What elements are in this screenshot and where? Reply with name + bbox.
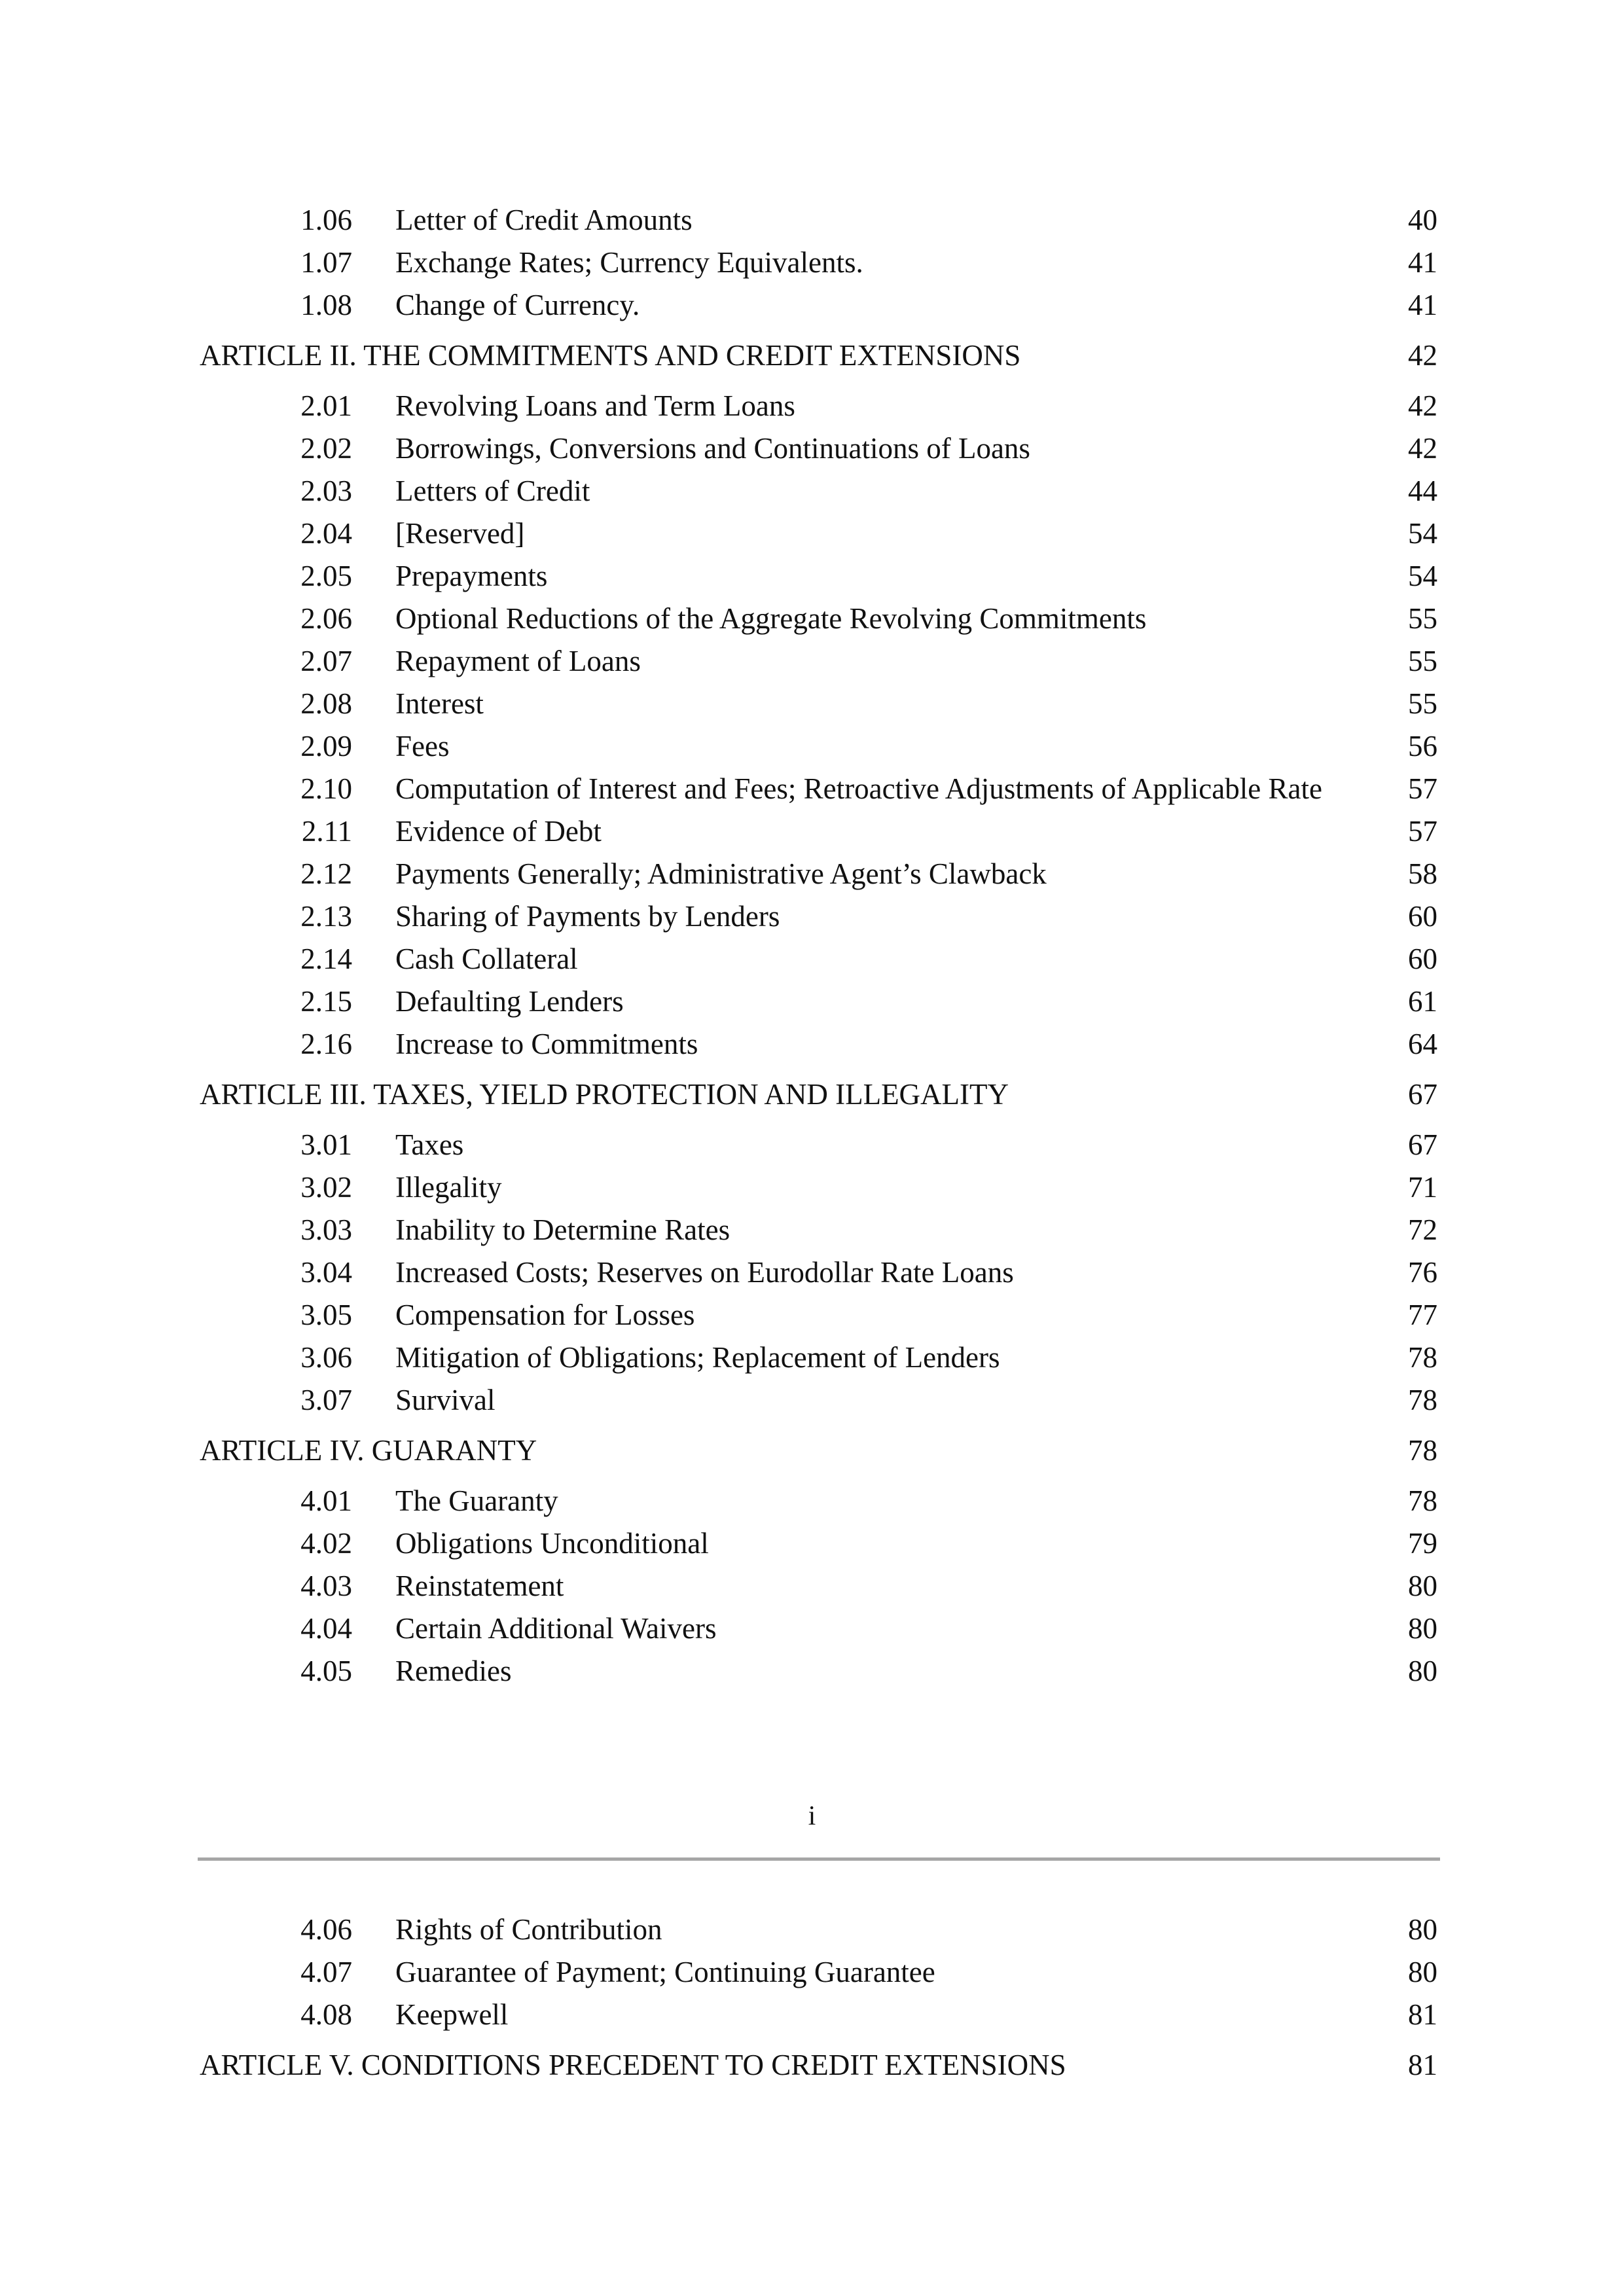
section-number: 4.04 (300, 1612, 352, 1645)
page-reference: 72 (1408, 1213, 1437, 1246)
page-reference: 80 (1408, 1570, 1437, 1602)
section-number: 4.03 (300, 1570, 352, 1602)
page-reference: 55 (1408, 602, 1437, 635)
page-reference: 61 (1408, 985, 1437, 1018)
section-number: 1.07 (300, 246, 352, 279)
section-number: 2.05 (300, 560, 352, 592)
toc-section-row (0, 897, 1624, 936)
toc-section-row (0, 641, 1624, 681)
page-reference: 42 (1408, 389, 1437, 422)
article-title: ARTICLE III. TAXES, YIELD PROTECTION AND ILLEGALITY (200, 1078, 1009, 1111)
page-reference: 55 (1408, 645, 1437, 677)
section-number: 4.07 (300, 1956, 352, 1988)
section-number: 2.16 (300, 1028, 352, 1060)
section-title: Keepwell (395, 1998, 509, 2031)
section-number: 2.01 (300, 389, 352, 422)
section-number: 4.01 (300, 1484, 352, 1517)
section-title: Defaulting Lenders (395, 985, 624, 1018)
page-reference: 67 (1408, 1128, 1437, 1161)
toc-section-row (0, 1338, 1624, 1377)
page-reference: 81 (1408, 1998, 1437, 2031)
section-number: 1.06 (300, 204, 352, 236)
toc-section-row (0, 1380, 1624, 1420)
article-title: ARTICLE II. THE COMMITMENTS AND CREDIT EXTENSIONS (200, 339, 1021, 372)
section-title: Revolving Loans and Term Loans (395, 389, 795, 422)
section-number: 2.14 (300, 942, 352, 975)
section-title: Mitigation of Obligations; Replacement of Lenders (395, 1341, 1000, 1374)
section-title: Guarantee of Payment; Continuing Guarantee (395, 1956, 935, 1988)
toc-section-row (0, 982, 1624, 1021)
page-divider (198, 1857, 1440, 1861)
page-reference: 80 (1408, 1655, 1437, 1687)
section-number: 2.09 (300, 730, 352, 762)
toc-section-row (0, 769, 1624, 808)
toc-section-row (0, 684, 1624, 723)
toc-section-row (0, 1524, 1624, 1563)
page-reference: 79 (1408, 1527, 1437, 1560)
section-number: 1.08 (300, 289, 352, 321)
page-reference: 67 (1408, 1078, 1437, 1111)
section-title: Repayment of Loans (395, 645, 641, 677)
section-number: 4.06 (300, 1913, 352, 1946)
page-reference: 42 (1408, 339, 1437, 372)
section-title: Remedies (395, 1655, 512, 1687)
section-number: 2.12 (300, 857, 352, 890)
section-title: Letters of Credit (395, 475, 590, 507)
page-reference: 40 (1408, 204, 1437, 236)
toc-section-row (0, 386, 1624, 425)
toc-article-row (0, 1431, 1624, 1470)
page-reference: 58 (1408, 857, 1437, 890)
section-number: 3.07 (300, 1384, 352, 1416)
section-number: 3.02 (300, 1171, 352, 1204)
toc-section-row (0, 599, 1624, 638)
page-reference: 41 (1408, 246, 1437, 279)
toc-section-row (0, 1253, 1624, 1292)
section-title: Taxes (395, 1128, 464, 1161)
toc-article-row (0, 2045, 1624, 2085)
toc-section-row (0, 1024, 1624, 1064)
section-number: 2.02 (300, 432, 352, 465)
page-reference: 78 (1408, 1341, 1437, 1374)
page-reference: 78 (1408, 1434, 1437, 1467)
toc-section-row (0, 514, 1624, 553)
section-number: 3.05 (300, 1299, 352, 1331)
page-reference: 60 (1408, 900, 1437, 933)
page-reference: 54 (1408, 517, 1437, 550)
toc-section-row (0, 1210, 1624, 1249)
page-reference: 42 (1408, 432, 1437, 465)
page-reference: 80 (1408, 1956, 1437, 1988)
page-reference: 78 (1408, 1484, 1437, 1517)
page-reference: 81 (1408, 2049, 1437, 2081)
section-title: The Guaranty (395, 1484, 558, 1517)
section-title: Exchange Rates; Currency Equivalents. (395, 246, 863, 279)
page-reference: 41 (1408, 289, 1437, 321)
section-title: Evidence of Debt (395, 815, 602, 848)
toc-section-row (0, 1651, 1624, 1691)
toc-section-row (0, 1609, 1624, 1648)
section-title: Certain Additional Waivers (395, 1612, 717, 1645)
page-reference: 78 (1408, 1384, 1437, 1416)
article-title: ARTICLE IV. GUARANTY (200, 1434, 537, 1467)
section-title: Increased Costs; Reserves on Eurodollar Rate Loans (395, 1256, 1014, 1289)
section-title: Inability to Determine Rates (395, 1213, 731, 1246)
section-number: 3.01 (300, 1128, 352, 1161)
section-number: 2.07 (300, 645, 352, 677)
section-title: Borrowings, Conversions and Continuations of Loans (395, 432, 1030, 465)
toc-section-row (0, 1481, 1624, 1520)
toc-section-row (0, 812, 1624, 851)
toc-section-row (0, 1910, 1624, 1949)
section-title: Letter of Credit Amounts (395, 204, 693, 236)
toc-section-row (0, 1295, 1624, 1335)
section-title: Fees (395, 730, 450, 762)
toc-section-row (0, 939, 1624, 978)
section-title: Increase to Commitments (395, 1028, 698, 1060)
page-reference: 56 (1408, 730, 1437, 762)
page-reference: 55 (1408, 687, 1437, 720)
section-number: 3.03 (300, 1213, 352, 1246)
section-title: Compensation for Losses (395, 1299, 695, 1331)
page-reference: 60 (1408, 942, 1437, 975)
section-title: Cash Collateral (395, 942, 578, 975)
section-number: 3.04 (300, 1256, 352, 1289)
page-reference: 57 (1408, 772, 1437, 805)
page-reference: 44 (1408, 475, 1437, 507)
section-title: Interest (395, 687, 484, 720)
section-title: Survival (395, 1384, 496, 1416)
page-reference: 54 (1408, 560, 1437, 592)
section-number: 2.04 (300, 517, 352, 550)
toc-section-row (0, 1125, 1624, 1164)
section-number: 4.05 (300, 1655, 352, 1687)
section-title: Illegality (395, 1171, 502, 1204)
section-title: Prepayments (395, 560, 548, 592)
section-number: 2.11 (301, 815, 352, 848)
toc-section-row (0, 1168, 1624, 1207)
section-number: 2.15 (300, 985, 352, 1018)
toc-section-row (0, 1995, 1624, 2034)
page-reference: 57 (1408, 815, 1437, 848)
toc-section-row (0, 1952, 1624, 1992)
section-number: 4.08 (300, 1998, 352, 2031)
page-reference: 76 (1408, 1256, 1437, 1289)
toc-section-row (0, 726, 1624, 766)
page-reference: 71 (1408, 1171, 1437, 1204)
section-number: 2.03 (300, 475, 352, 507)
section-title: Reinstatement (395, 1570, 564, 1602)
toc-section-row (0, 1566, 1624, 1605)
section-number: 2.13 (300, 900, 352, 933)
toc-section-row (0, 854, 1624, 893)
page-reference: 80 (1408, 1913, 1437, 1946)
page-reference: 64 (1408, 1028, 1437, 1060)
toc-section-row (0, 285, 1624, 325)
page-reference: 77 (1408, 1299, 1437, 1331)
section-number: 2.10 (300, 772, 352, 805)
toc-section-row (0, 429, 1624, 468)
toc-section-row (0, 471, 1624, 511)
section-title: Optional Reductions of the Aggregate Revolving Commitments (395, 602, 1147, 635)
section-title: Payments Generally; Administrative Agent’s Clawback (395, 857, 1047, 890)
section-title: Computation of Interest and Fees; Retroactive Adjustments of Applicable Rate (395, 772, 1322, 805)
section-number: 2.06 (300, 602, 352, 635)
section-title: Obligations Unconditional (395, 1527, 709, 1560)
toc-section-row (0, 556, 1624, 596)
toc-section-row (0, 243, 1624, 282)
article-title: ARTICLE V. CONDITIONS PRECEDENT TO CREDIT EXTENSIONS (200, 2049, 1066, 2081)
section-number: 3.06 (300, 1341, 352, 1374)
section-title: [Reserved] (395, 517, 525, 550)
page-number: i (808, 1801, 816, 1831)
toc-section-row (0, 200, 1624, 240)
toc-article-row (0, 336, 1624, 375)
section-title: Change of Currency. (395, 289, 640, 321)
page-reference: 80 (1408, 1612, 1437, 1645)
section-number: 2.08 (300, 687, 352, 720)
section-title: Rights of Contribution (395, 1913, 662, 1946)
toc-article-row (0, 1075, 1624, 1114)
section-title: Sharing of Payments by Lenders (395, 900, 780, 933)
section-number: 4.02 (300, 1527, 352, 1560)
